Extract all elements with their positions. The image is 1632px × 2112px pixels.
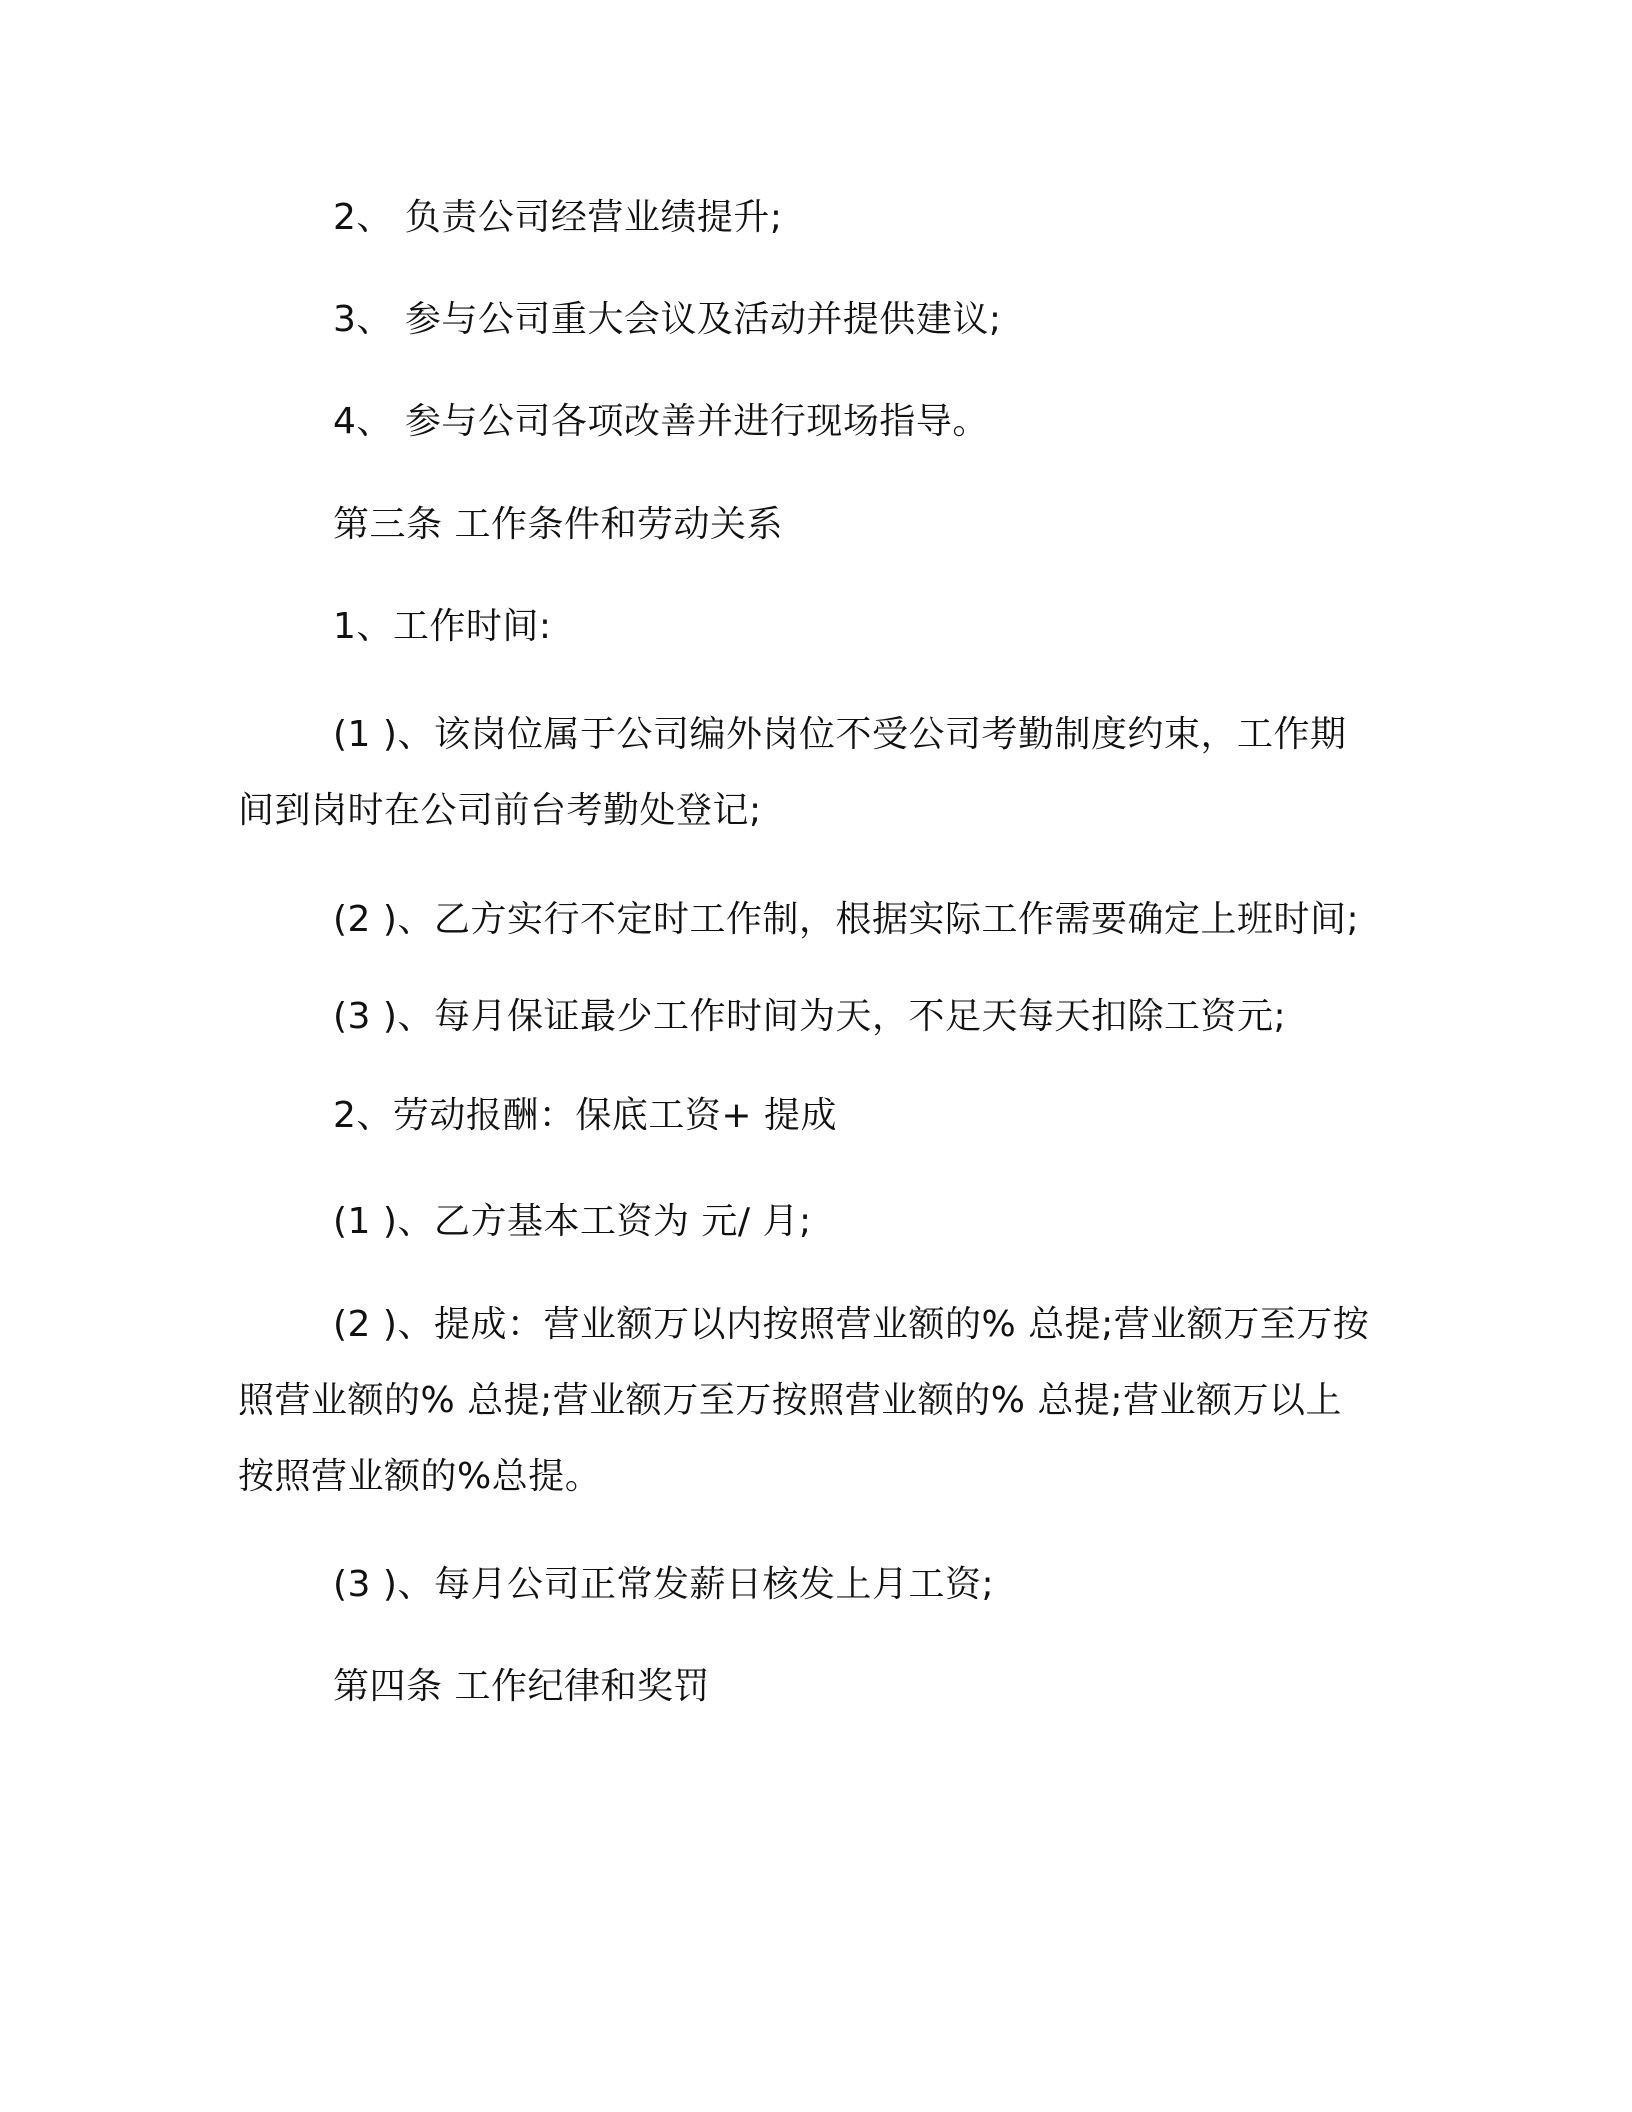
pay-item-3: (3 )、每月公司正常发薪日核发上月工资;	[333, 1564, 995, 1605]
article-3-heading: 第三条 工作条件和劳动关系	[333, 504, 783, 545]
pay-item-2-line-1: (2 )、提成：营业额万以内按照营业额的% 总提;营业额万至万按	[333, 1304, 1370, 1345]
work-time-item-1-line-1: (1 )、该岗位属于公司编外岗位不受公司考勤制度约束，工作期	[333, 714, 1347, 755]
pay-item-1: (1 )、乙方基本工资为 元/ 月;	[333, 1201, 812, 1242]
article-4-heading: 第四条 工作纪律和奖罚	[333, 1666, 710, 1707]
clause-item-3: 3、 参与公司重大会议及活动并提供建议;	[333, 299, 1002, 340]
pay-item-2-line-3: 按照营业额的%总提。	[238, 1456, 602, 1497]
work-time-item-2: (2 )、乙方实行不定时工作制，根据实际工作需要确定上班时间;	[333, 899, 1360, 940]
clause-item-4: 4、 参与公司各项改善并进行现场指导。	[333, 401, 989, 442]
work-time-item-3: (3 )、每月保证最少工作时间为天，不足天每天扣除工资元;	[333, 996, 1287, 1037]
pay-heading: 2、劳动报酬：保底工资+ 提成	[333, 1095, 838, 1136]
clause-item-2: 2、 负责公司经营业绩提升;	[333, 197, 783, 238]
work-time-item-1-line-2: 间到岗时在公司前台考勤处登记;	[238, 790, 762, 831]
pay-item-2-line-2: 照营业额的% 总提;营业额万至万按照营业额的% 总提;营业额万以上	[238, 1380, 1343, 1421]
work-time-heading: 1、工作时间:	[333, 606, 552, 647]
